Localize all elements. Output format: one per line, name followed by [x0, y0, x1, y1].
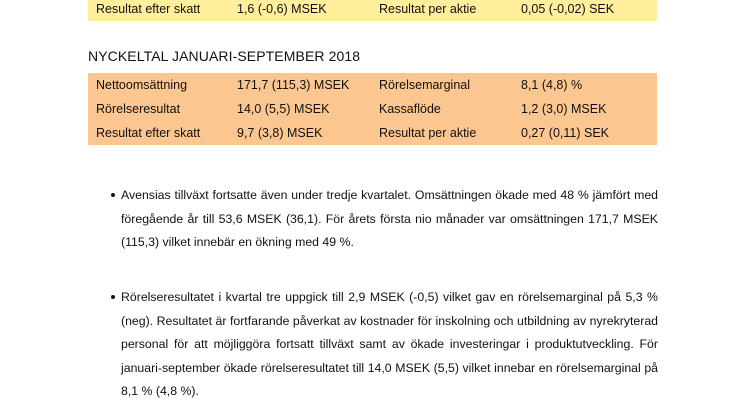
cell-value: 0,05 (-0,02) SEK: [521, 2, 615, 16]
table-row: [88, 0, 657, 21]
bullet-text-operating-result: Rörelseresultatet i kvartal tre uppgick till 2,9 MSEK (-0,5) vilket gav en rörelsemarginal på 5,3 % (neg). Resultatet är fortfarande påverkat av kostnader för inskolning och utbildning av nyrekryterad personal för att möjliggöra fortsatt tillväxt samt av ökade investeringar i produktutveckling. För januari-september ökade rörelseresultatet till 14,0 MSEK (5,5) vilket innebar en rörelsemarginal på 8,1 % (4,8 %).: [121, 290, 658, 398]
bullet-text-growth: Avensias tillväxt fortsatte även under tredje kvartalet. Omsättningen ökade med 48 % jämfört med föregående år till 53,6 MSEK (36,1). För årets första nio månader var omsättningen 171,7 MSEK (115,3) vilket innebär en ökning med 49 %.: [121, 188, 658, 249]
section-title: NYCKELTAL JANUARI-SEPTEMBER 2018: [88, 48, 361, 64]
cell-label: Rörelsemarginal: [379, 78, 471, 92]
table-row: [88, 97, 657, 121]
cell-value: 8,1 (4,8) %: [521, 78, 583, 92]
cell-label: Resultat per aktie: [379, 2, 477, 16]
cell-value: 171,7 (115,3) MSEK: [237, 78, 350, 92]
cell-label: Nettoomsättning: [96, 78, 188, 92]
cell-value: 1,6 (-0,6) MSEK: [237, 2, 327, 16]
cell-value: 0,27 (0,11) SEK: [521, 126, 610, 140]
bullet-dot-icon: [111, 193, 115, 197]
cell-label: Rörelseresultat: [96, 102, 181, 116]
cell-label: Resultat efter skatt: [96, 2, 201, 16]
cell-value: 14,0 (5,5) MSEK: [237, 102, 330, 116]
cell-label: Kassaflöde: [379, 102, 441, 116]
table-row: [88, 121, 657, 145]
table-row: [88, 73, 657, 97]
cell-label: Resultat per aktie: [379, 126, 477, 140]
cell-label: Resultat efter skatt: [96, 126, 201, 140]
cell-value: 1,2 (3,0) MSEK: [521, 102, 607, 116]
cell-value: 9,7 (3,8) MSEK: [237, 126, 323, 140]
bullet-dot-icon: [111, 295, 115, 299]
